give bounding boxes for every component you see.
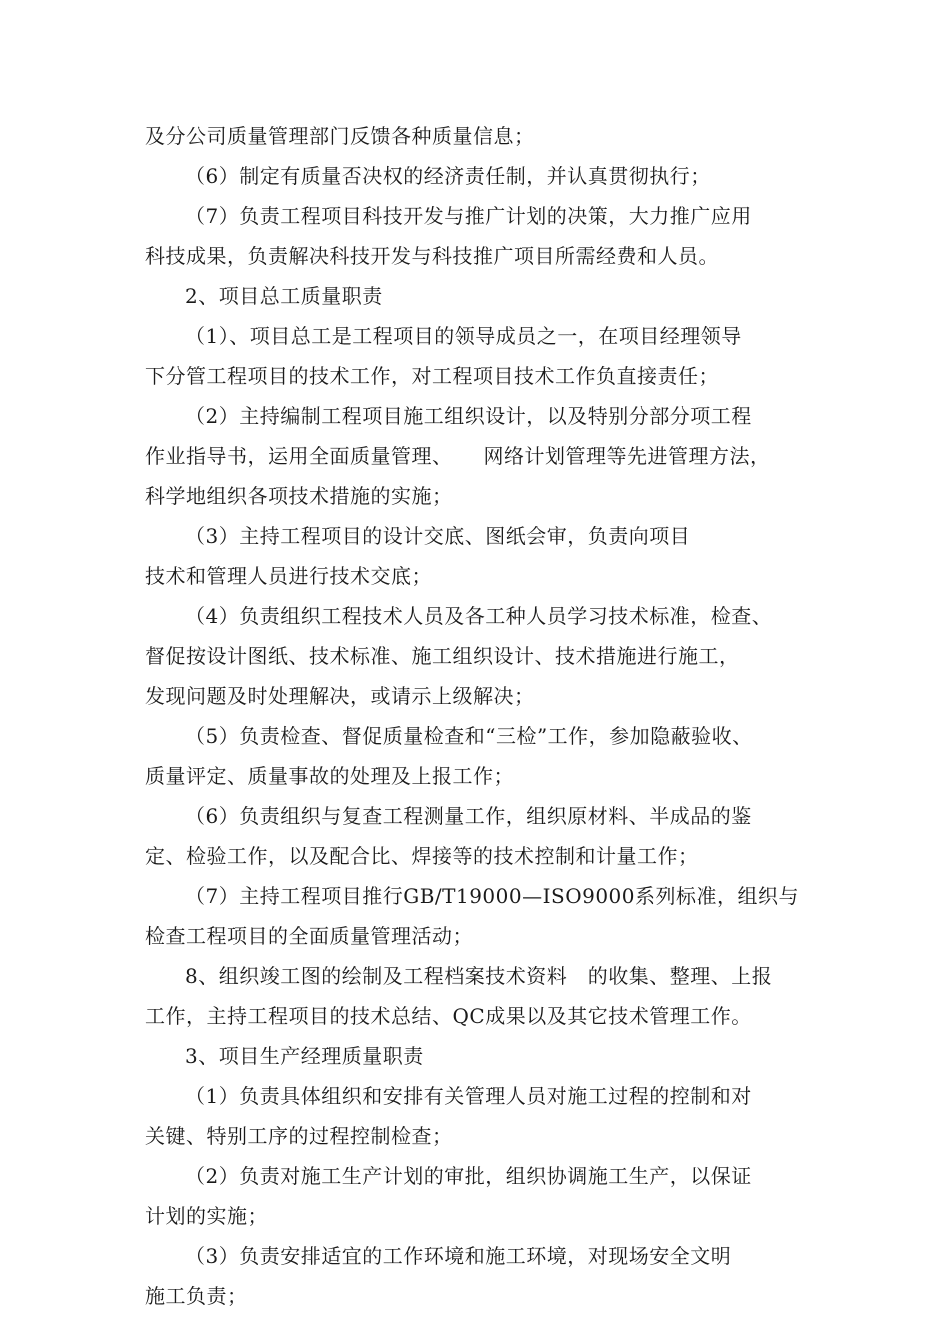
text-line: 质量评定、质量事故的处理及上报工作； — [145, 764, 514, 788]
text-line: （6）负责组织与复查工程测量工作，组织原材料、半成品的鉴 — [185, 804, 752, 828]
text-line: （1）、项目总工是工程项目的领导成员之一，在项目经理领导 — [185, 324, 742, 348]
text-line: （7）主持工程项目推行GB/T19000—ISO9000系列标准，组织与 — [185, 884, 799, 908]
text-line: （5）负责检查、督促质量检查和“三检”工作，参加隐蔽验收、 — [185, 724, 753, 748]
text-line: （3）主持工程项目的设计交底、图纸会审，负责向项目 — [185, 524, 691, 548]
text-line: 作业指导书，运用全面质量管理、 网络计划管理等先进管理方法， — [145, 444, 771, 468]
text-line: 定、检验工作，以及配合比、焊接等的技术控制和计量工作； — [145, 844, 699, 868]
document-body — [145, 116, 825, 1316]
text-line: （4）负责组织工程技术人员及各工种人员学习技术标准，检查、 — [185, 604, 773, 628]
text-line: 检查工程项目的全面质量管理活动； — [145, 924, 473, 948]
text-line: （7）负责工程项目科技开发与推广计划的决策，大力推广应用 — [185, 204, 752, 228]
text-line: 下分管工程项目的技术工作，对工程项目技术工作负直接责任； — [145, 364, 719, 388]
text-line: 督促按设计图纸、技术标准、施工组织设计、技术措施进行施工， — [145, 644, 740, 668]
text-line: 发现问题及时处理解决，或请示上级解决； — [145, 684, 535, 708]
text-line: （2）负责对施工生产计划的审批，组织协调施工生产，以保证 — [185, 1164, 752, 1188]
text-line: （1）负责具体组织和安排有关管理人员对施工过程的控制和对 — [185, 1084, 752, 1108]
text-line: 关键、特别工序的过程控制检查； — [145, 1124, 453, 1148]
text-line: （2）主持编制工程项目施工组织设计，以及特别分部分项工程 — [185, 404, 752, 428]
text-line: 施工负责； — [145, 1284, 248, 1308]
text-line: （6）制定有质量否决权的经济责任制，并认真贯彻执行； — [185, 164, 711, 188]
text-line: 科技成果，负责解决科技开发与科技推广项目所需经费和人员。 — [145, 244, 719, 268]
text-line: （3）负责安排适宜的工作环境和施工环境，对现场安全文明 — [185, 1244, 732, 1268]
section-heading: 2、项目总工质量职责 — [185, 284, 383, 308]
text-line: 技术和管理人员进行技术交底； — [145, 564, 432, 588]
text-line: 工作，主持工程项目的技术总结、QC成果以及其它技术管理工作。 — [145, 1004, 752, 1028]
text-line: 计划的实施； — [145, 1204, 268, 1228]
text-line: 科学地组织各项技术措施的实施； — [145, 484, 453, 508]
text-line: 8、组织竣工图的绘制及工程档案技术资料 的收集、整理、上报 — [185, 964, 773, 988]
section-heading: 3、项目生产经理质量职责 — [185, 1044, 424, 1068]
text-line: 及分公司质量管理部门反馈各种质量信息； — [145, 124, 535, 148]
